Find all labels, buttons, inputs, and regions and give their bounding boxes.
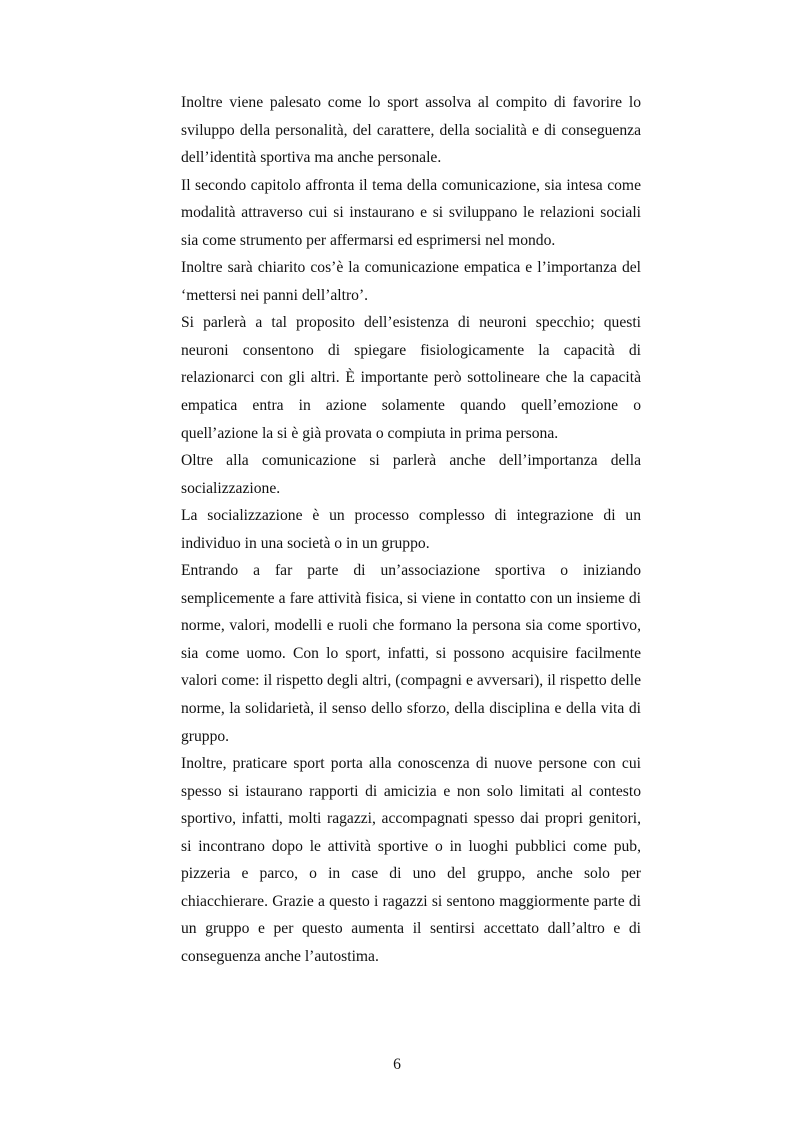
- body-text: [181, 89, 641, 971]
- page-number: 6: [393, 1056, 401, 1073]
- paragraph-socialization-definition: La socializzazione è un processo complesso di integrazione di un individuo in una società o in un gruppo.: [181, 507, 641, 552]
- paragraph-mirror-neurons: Si parlerà a tal proposito dell’esistenza di neuroni specchio; questi neuroni consentono di spiegare fisiologicamente la capacità di relazionarci con gli altri. È importante però sottolineare che la capacità empatica entra in azione solamente quando quell’emozione o quell’azione la si è già provata o compiuta in prima persona.: [181, 314, 641, 442]
- paragraph-friendship-selfesteem: Inoltre, praticare sport porta alla conoscenza di nuove persone con cui spesso si istaurano rapporti di amicizia e non solo limitati al contesto sportivo, infatti, molti ragazzi, accompagnati spesso dai propri genitori, si incontrano dopo le attività sportive o in luoghi pubblici come pub, pizzeria e parco, o in case di uno del gruppo, anche solo per chiacchierare. Grazie a questo i ragazzi si sentono maggiormente parte di un gruppo e per questo aumenta il sentirsi accettato dall’altro e di conseguenza anche l’autostima.: [181, 755, 641, 965]
- paragraph-sport-personality: Inoltre viene palesato come lo sport assolva al compito di favorire lo sviluppo della personalità, del carattere, della socialità e di conseguenza dell’identità sportiva ma anche personale.: [181, 94, 641, 167]
- paragraph-communication-chapter: Il secondo capitolo affronta il tema della comunicazione, sia intesa come modalità attraverso cui si instaurano e si sviluppano le relazioni sociali sia come strumento per affermarsi ed esprimersi nel mondo.: [181, 176, 641, 249]
- paragraph-socialization-intro: Oltre alla comunicazione si parlerà anche dell’importanza della socializzazione.: [181, 452, 641, 497]
- paragraph-empathic-communication: Inoltre sarà chiarito cos’è la comunicazione empatica e l’importanza del ‘mettersi nei panni dell’altro’.: [181, 259, 641, 304]
- paragraph-sports-association: Entrando a far parte di un’associazione sportiva o iniziando semplicemente a fare attività fisica, si viene in contatto con un insieme di norme, valori, modelli e ruoli che formano la persona sia come sportivo, sia come uomo. Con lo sport, infatti, si possono acquisire facilmente valori come: il rispetto degli altri, (compagni e avversari), il rispetto delle norme, la solidarietà, il senso dello sforzo, della disciplina e della vita di gruppo.: [181, 562, 641, 745]
